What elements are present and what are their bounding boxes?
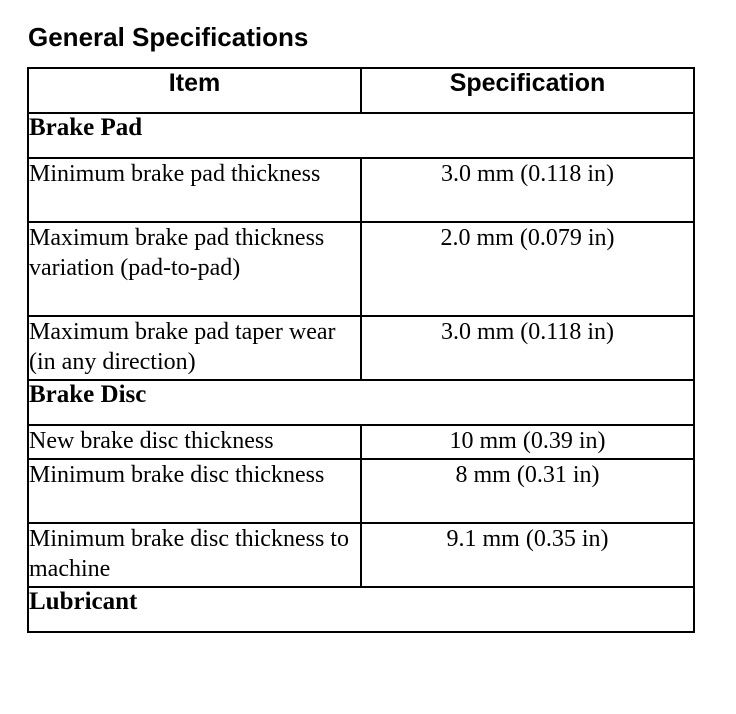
section-row-lubricant [28,587,694,632]
table-row [28,158,694,222]
table-row [28,523,694,587]
spec-cell: 3.0 mm (0.118 in) [361,316,694,380]
page-title: General Specifications [28,22,309,52]
spec-cell: 9.1 mm (0.35 in) [361,523,694,587]
section-row-brake-disc [28,380,694,425]
column-header-item: Item [28,68,361,113]
specifications-table [27,67,695,633]
section-title: Lubricant [28,587,694,632]
table-row [28,425,694,459]
table-row [28,222,694,316]
spec-cell: 8 mm (0.31 in) [361,459,694,523]
item-cell: Maximum brake pad taper wear (in any direction) [28,316,361,380]
section-title: Brake Pad [28,113,694,158]
item-cell: New brake disc thickness [28,425,361,459]
section-title: Brake Disc [28,380,694,425]
table-row [28,459,694,523]
item-cell: Maximum brake pad thickness variation (pad-to-pad) [28,222,361,316]
item-cell: Minimum brake disc thickness to machine [28,523,361,587]
section-row-brake-pad [28,113,694,158]
item-cell: Minimum brake pad thickness [28,158,361,222]
column-header-specification: Specification [361,68,694,113]
spec-cell: 3.0 mm (0.118 in) [361,158,694,222]
item-cell: Minimum brake disc thickness [28,459,361,523]
table-header-row [28,68,694,113]
spec-cell: 2.0 mm (0.079 in) [361,222,694,316]
spec-cell: 10 mm (0.39 in) [361,425,694,459]
table-row [28,316,694,380]
